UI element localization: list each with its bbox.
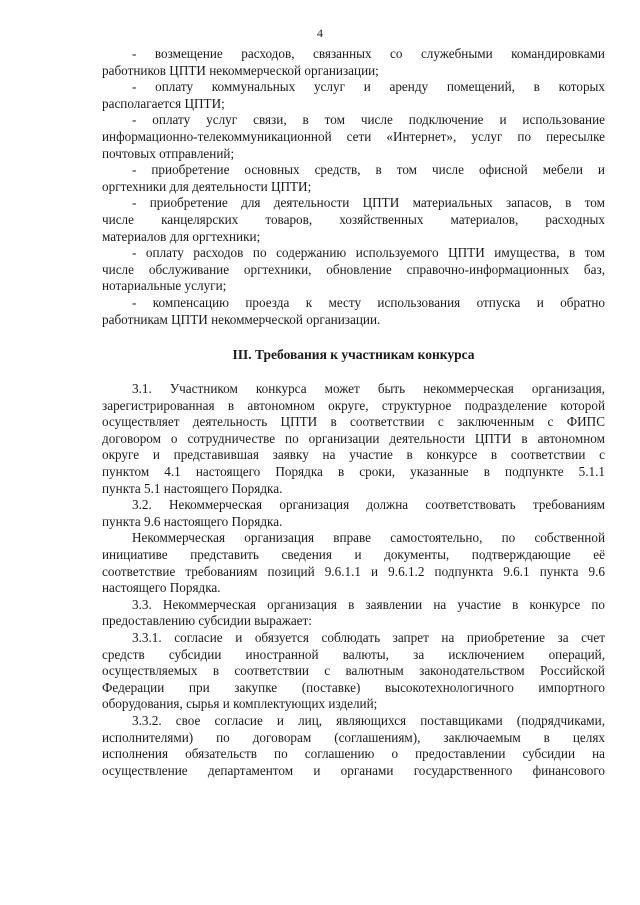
- text-line: исполнителями) по договорам (соглашениям), заключаемым в целях: [102, 729, 605, 745]
- text-line: пункта 5.1 настоящего Порядка.: [102, 480, 283, 496]
- text-line: - оплату коммунальных услуг и аренду помещений, в которых: [132, 79, 605, 95]
- text-line: договором о сотрудничестве по организации деятельности ЦПТИ в автономном: [102, 430, 605, 446]
- section-body: [102, 381, 605, 779]
- text-line: - компенсацию проезда к месту использования отпуска и обратно: [132, 294, 605, 310]
- text-line: работникам ЦПТИ некоммерческой организации.: [102, 311, 381, 327]
- text-line: почтовых отправлений;: [102, 145, 235, 161]
- text-line: инициативе представить сведения и документы, подтверждающие её: [102, 547, 605, 563]
- text-line: Некоммерческая организация вправе самостоятельно, по собственной: [132, 530, 605, 546]
- text-line: располагается ЦПТИ;: [102, 95, 225, 111]
- text-line: нотариальные услуги;: [102, 278, 227, 294]
- text-line: оборудования, сырья и комплектующих изделий;: [102, 696, 378, 712]
- text-line: пунктом 4.1 настоящего Порядка в сроки, указанные в подпункте 5.1.1: [102, 464, 605, 480]
- text-line: Федерации при закупке (поставке) высокотехнологичного импортного: [102, 679, 605, 695]
- text-line: числе обслуживание оргтехники, обновление справочно-информационных баз,: [102, 261, 605, 277]
- text-line: материалов для оргтехники;: [102, 228, 261, 244]
- text-line: средств субсидии иностранной валюты, за исключением операций,: [102, 646, 605, 662]
- text-line: работников ЦПТИ некоммерческой организации;: [102, 62, 379, 78]
- text-line: - возмещение расходов, связанных со служебными командировками: [132, 46, 605, 61]
- text-line: предоставлению субсидии выражает:: [102, 613, 312, 629]
- section-heading: III. Требования к участникам конкурса: [232, 347, 475, 363]
- text-line: 3.2. Некоммерческая организация должна соответствовать требованиям: [132, 497, 605, 513]
- text-line: соответствие требованиям позиций 9.6.1.1 и 9.6.1.2 подпункта 9.6.1 пункта 9.6: [102, 563, 605, 579]
- text-line: - оплату расходов по содержанию используемого ЦПТИ имущества, в том: [132, 245, 605, 261]
- text-line: исполнения обязательств по соглашению о предоставлении субсидии на: [102, 746, 605, 762]
- text-line: зарегистрированная в автономном округе, структурное подразделение которой: [102, 397, 605, 413]
- text-line: информационно-телекоммуникационной сети «Интернет», услуг по пересылке: [102, 128, 605, 144]
- text-line: 3.1. Участником конкурса может быть некоммерческая организация,: [132, 381, 605, 397]
- text-line: осуществляемых в соответствии с валютным законодательством Российской: [102, 663, 605, 679]
- text-line: 3.3.1. согласие и обязуется соблюдать запрет на приобретение за счет: [132, 630, 605, 645]
- expense-list: [102, 46, 605, 328]
- text-line: осуществление департаментом и органами государственного финансового: [102, 762, 605, 778]
- text-line: - приобретение для деятельности ЦПТИ материальных запасов, в том: [132, 195, 605, 211]
- page-content: [102, 46, 605, 779]
- text-line: оргтехники для деятельности ЦПТИ;: [102, 178, 312, 194]
- text-line: настоящего Порядка.: [102, 580, 221, 596]
- text-line: 3.3.2. свое согласие и лиц, являющихся поставщиками (подрядчиками,: [132, 712, 605, 728]
- text-line: осуществляет деятельность ЦПТИ в соответствии с заключенным с ФИПС: [102, 414, 605, 430]
- text-line: округе и представившая заявку на участие в конкурсе в соответствии с: [102, 447, 605, 463]
- text-line: - оплату услуг связи, в том числе подключение и использование: [132, 112, 605, 128]
- text-line: числе канцелярских товаров, хозяйственных материалов, расходных: [102, 211, 605, 227]
- text-line: - приобретение основных средств, в том числе офисной мебели и: [132, 162, 605, 178]
- text-line: 3.3. Некоммерческая организация в заявлении на участие в конкурсе по: [132, 596, 605, 612]
- text-line: пункта 9.6 настоящего Порядка.: [102, 513, 283, 529]
- page-number: 4: [317, 26, 323, 40]
